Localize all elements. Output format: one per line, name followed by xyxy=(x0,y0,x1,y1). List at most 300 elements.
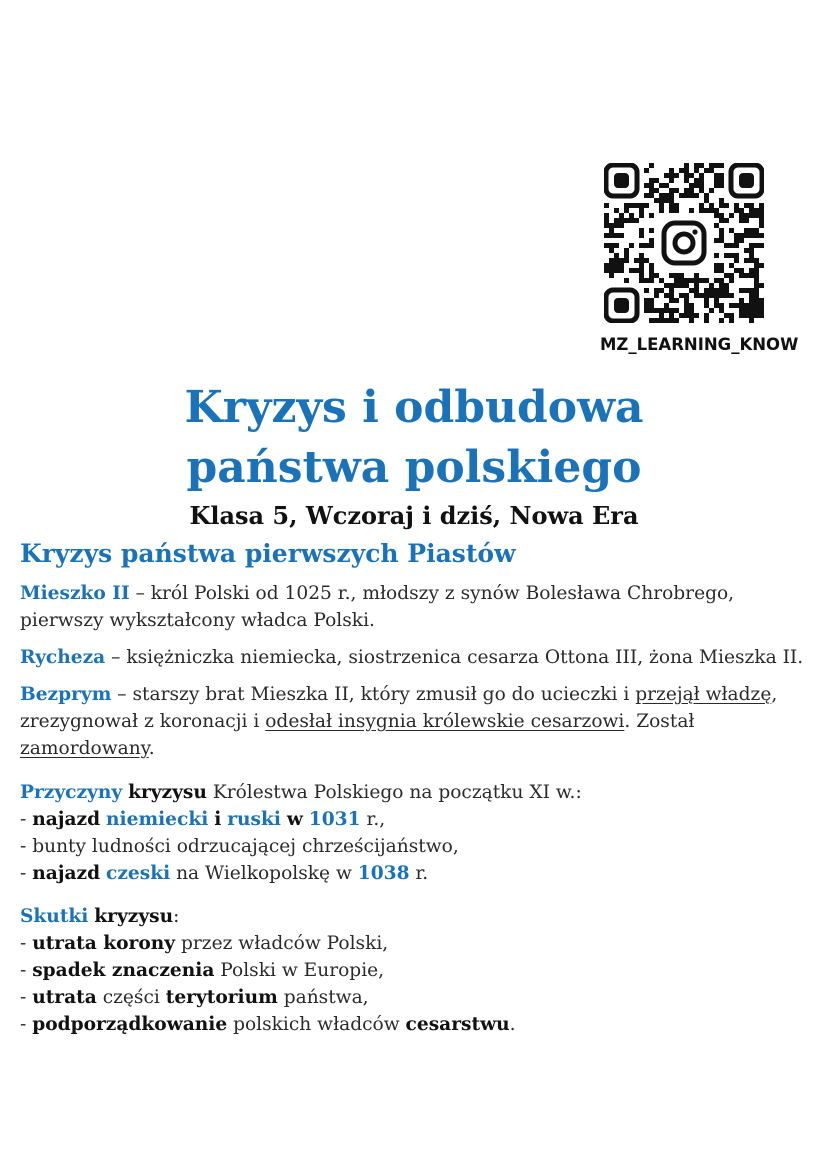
qr-module xyxy=(609,273,614,278)
qr-module xyxy=(674,173,679,178)
underline-przejal: przejął władzę xyxy=(635,684,772,705)
qr-module xyxy=(699,293,704,298)
qr-module xyxy=(739,268,744,273)
qr-module xyxy=(619,218,624,223)
qr-module xyxy=(714,208,719,213)
qr-module xyxy=(754,313,759,318)
qr-module xyxy=(649,268,654,273)
qr-module xyxy=(659,208,664,213)
term-bezprym: Bezprym xyxy=(20,684,112,705)
qr-module xyxy=(724,253,729,258)
qr-module xyxy=(724,273,729,278)
qr-module xyxy=(654,293,659,298)
qr-module xyxy=(694,183,699,188)
qr-module xyxy=(704,288,709,293)
qr-module xyxy=(699,163,704,168)
qr-module xyxy=(719,183,724,188)
qr-module xyxy=(719,293,724,298)
causes-list xyxy=(20,779,812,887)
qr-module xyxy=(604,268,609,273)
c1e: w xyxy=(286,809,303,830)
qr-module xyxy=(719,233,724,238)
qr-module xyxy=(754,278,759,283)
paragraph-rycheza xyxy=(20,644,812,671)
qr-module xyxy=(674,208,679,213)
qr-module xyxy=(659,308,664,313)
qr-module xyxy=(674,308,679,313)
qr-module xyxy=(624,258,629,263)
qr-code-block[interactable] xyxy=(600,163,799,354)
qr-module xyxy=(699,178,704,183)
qr-module xyxy=(704,193,709,198)
cause-item-3 xyxy=(20,860,812,887)
qr-module xyxy=(719,198,724,203)
qr-module xyxy=(719,263,724,268)
qr-module xyxy=(749,258,754,263)
qr-module xyxy=(604,203,609,208)
dash: - xyxy=(20,987,33,1008)
e1a: utrata korony xyxy=(32,933,176,954)
qr-module xyxy=(759,243,764,248)
qr-module xyxy=(704,168,709,173)
qr-module xyxy=(719,178,724,183)
qr-module xyxy=(744,228,749,233)
qr-module xyxy=(649,308,654,313)
underline-odeslal: odesłał insygnia królewskie cesarzowi xyxy=(265,711,625,732)
c3c: na Wielkopolskę w xyxy=(170,863,358,884)
qr-module xyxy=(674,298,679,303)
c3b: czeski xyxy=(106,863,171,884)
qr-module xyxy=(639,228,644,233)
qr-module xyxy=(654,288,659,293)
qr-module xyxy=(654,318,659,323)
qr-module xyxy=(639,258,644,263)
qr-module xyxy=(654,308,659,313)
qr-module xyxy=(739,208,744,213)
qr-module xyxy=(714,263,719,268)
qr-module xyxy=(614,208,619,213)
qr-module xyxy=(644,243,649,248)
qr-module xyxy=(614,253,619,258)
qr-module xyxy=(644,303,649,308)
qr-module xyxy=(664,183,669,188)
qr-module xyxy=(714,238,719,243)
c3a: najazd xyxy=(32,863,101,884)
qr-module xyxy=(739,298,744,303)
qr-code[interactable] xyxy=(604,163,764,323)
qr-module xyxy=(739,303,744,308)
qr-module xyxy=(674,203,679,208)
qr-module xyxy=(649,213,654,218)
paragraph-bezprym xyxy=(20,681,812,762)
qr-module xyxy=(709,188,714,193)
qr-module xyxy=(654,273,659,278)
qr-module xyxy=(684,313,689,318)
qr-module xyxy=(759,303,764,308)
effects-h3: : xyxy=(173,906,180,927)
c1b: niemiecki xyxy=(106,809,209,830)
qr-module xyxy=(714,303,719,308)
qr-module xyxy=(654,188,659,193)
qr-module xyxy=(754,243,759,248)
qr-module xyxy=(694,283,699,288)
qr-module xyxy=(669,168,674,173)
qr-module xyxy=(754,283,759,288)
e4d: . xyxy=(509,1014,516,1035)
qr-module xyxy=(754,263,759,268)
qr-module xyxy=(729,213,734,218)
qr-module xyxy=(754,303,759,308)
qr-module xyxy=(709,308,714,313)
qr-module xyxy=(749,208,754,213)
qr-module xyxy=(684,308,689,313)
dash: - xyxy=(20,933,33,954)
qr-module xyxy=(664,293,669,298)
qr-module xyxy=(749,298,754,303)
qr-module xyxy=(744,273,749,278)
qr-module xyxy=(734,243,739,248)
qr-module xyxy=(744,203,749,208)
qr-module xyxy=(694,278,699,283)
qr-module xyxy=(744,233,749,238)
qr-module xyxy=(669,288,674,293)
qr-module xyxy=(754,213,759,218)
qr-module xyxy=(704,278,709,283)
c1a: najazd xyxy=(32,809,101,830)
qr-module xyxy=(714,223,719,228)
qr-module xyxy=(714,178,719,183)
qr-module xyxy=(649,163,654,168)
qr-module xyxy=(749,303,754,308)
qr-module xyxy=(759,208,764,213)
qr-module xyxy=(704,298,709,303)
qr-module xyxy=(754,298,759,303)
qr-module xyxy=(624,218,629,223)
qr-module xyxy=(694,313,699,318)
qr-module xyxy=(744,258,749,263)
qr-module xyxy=(679,193,684,198)
e3d: państwa, xyxy=(277,987,369,1008)
qr-module xyxy=(669,298,674,303)
qr-module xyxy=(729,263,734,268)
e3a: utrata xyxy=(32,987,97,1008)
qr-module xyxy=(714,268,719,273)
c1c: i xyxy=(214,809,222,830)
qr-module xyxy=(669,313,674,318)
qr-module xyxy=(609,268,614,273)
dash: - xyxy=(20,863,33,884)
qr-module xyxy=(669,178,674,183)
qr-module xyxy=(614,268,619,273)
qr-module xyxy=(614,258,619,263)
dash: - xyxy=(20,809,33,830)
qr-module xyxy=(684,293,689,298)
qr-module xyxy=(744,218,749,223)
qr-module xyxy=(664,198,669,203)
qr-module xyxy=(749,228,754,233)
c1f: 1031 xyxy=(308,809,361,830)
qr-module xyxy=(689,193,694,198)
cause-item-1 xyxy=(20,806,812,833)
qr-module xyxy=(704,293,709,298)
qr-module xyxy=(724,288,729,293)
qr-module xyxy=(759,203,764,208)
qr-module xyxy=(634,218,639,223)
cause-item-2: - bunty ludności odrzucającej chrześcijaństwo, xyxy=(20,836,459,857)
dash: - xyxy=(20,960,33,981)
qr-module xyxy=(624,208,629,213)
qr-module xyxy=(759,218,764,223)
qr-module xyxy=(649,298,654,303)
effects-h2: kryzysu xyxy=(94,906,174,927)
qr-module xyxy=(739,213,744,218)
qr-module xyxy=(744,313,749,318)
qr-module xyxy=(669,188,674,193)
qr-module xyxy=(674,188,679,193)
qr-module xyxy=(719,238,724,243)
qr-module xyxy=(679,283,684,288)
e4a: podporządkowanie xyxy=(32,1014,228,1035)
effect-item-4 xyxy=(20,1011,812,1038)
text-bezprym-4: . xyxy=(148,738,155,759)
qr-module xyxy=(749,233,754,238)
qr-module xyxy=(749,248,754,253)
qr-module xyxy=(699,203,704,208)
qr-module xyxy=(604,223,609,228)
qr-module xyxy=(719,283,724,288)
qr-module xyxy=(624,248,629,253)
causes-heading xyxy=(20,779,812,806)
underline-zamordowany: zamordowany xyxy=(20,738,149,759)
qr-module xyxy=(694,288,699,293)
text-bezprym-2: , zrezygnował z koronacji i xyxy=(20,684,778,732)
qr-module xyxy=(669,308,674,313)
qr-module xyxy=(639,278,644,283)
qr-module xyxy=(719,278,724,283)
qr-module xyxy=(744,288,749,293)
qr-module xyxy=(719,173,724,178)
qr-module xyxy=(684,188,689,193)
qr-module xyxy=(754,233,759,238)
term-rycheza: Rycheza xyxy=(20,647,106,668)
qr-module xyxy=(609,233,614,238)
effects-list xyxy=(20,903,812,1038)
qr-module xyxy=(694,168,699,173)
qr-module xyxy=(714,278,719,283)
qr-module xyxy=(664,193,669,198)
qr-module xyxy=(744,308,749,313)
qr-finder-dot xyxy=(614,173,629,188)
qr-module xyxy=(669,208,674,213)
qr-module xyxy=(719,218,724,223)
qr-module xyxy=(644,168,649,173)
qr-module xyxy=(619,213,624,218)
text-mieszko: – król Polski od 1025 r., młodszy z synów Bolesława Chrobrego, pierwszy wykształcony władca Polski. xyxy=(20,583,735,631)
qr-module xyxy=(664,308,669,313)
qr-module xyxy=(624,278,629,283)
qr-module xyxy=(734,303,739,308)
qr-module xyxy=(694,178,699,183)
qr-module xyxy=(714,213,719,218)
qr-module xyxy=(694,193,699,198)
qr-module xyxy=(644,203,649,208)
qr-module xyxy=(659,203,664,208)
qr-module xyxy=(719,213,724,218)
subtitle: Klasa 5, Wczoraj i dziś, Nowa Era xyxy=(189,501,639,530)
qr-module xyxy=(624,253,629,258)
qr-module xyxy=(659,318,664,323)
qr-module xyxy=(689,308,694,313)
qr-module xyxy=(649,183,654,188)
page-title xyxy=(0,378,828,498)
qr-module xyxy=(724,313,729,318)
e3b: części xyxy=(96,987,166,1008)
qr-module xyxy=(754,273,759,278)
qr-module xyxy=(704,318,709,323)
qr-module xyxy=(719,308,724,313)
qr-module xyxy=(734,253,739,258)
qr-module xyxy=(684,298,689,303)
qr-module xyxy=(734,268,739,273)
c3e: r. xyxy=(409,863,429,884)
qr-finder-dot xyxy=(739,173,754,188)
qr-module xyxy=(759,283,764,288)
qr-module xyxy=(644,278,649,283)
qr-module xyxy=(734,208,739,213)
qr-module xyxy=(689,313,694,318)
qr-module xyxy=(624,203,629,208)
qr-module xyxy=(669,283,674,288)
qr-module xyxy=(659,288,664,293)
qr-module xyxy=(744,213,749,218)
qr-module xyxy=(644,298,649,303)
qr-module xyxy=(689,318,694,323)
qr-module xyxy=(709,163,714,168)
text-bezprym-1: – starszy brat Mieszka II, który zmusił go do ucieczki i xyxy=(111,684,636,705)
qr-module xyxy=(649,318,654,323)
qr-module xyxy=(654,178,659,183)
qr-module xyxy=(639,208,644,213)
qr-module xyxy=(699,183,704,188)
qr-module xyxy=(614,223,619,228)
qr-module xyxy=(629,268,634,273)
qr-module xyxy=(729,318,734,323)
qr-module xyxy=(714,298,719,303)
qr-module xyxy=(649,243,654,248)
qr-module xyxy=(664,318,669,323)
qr-module xyxy=(714,293,719,298)
qr-module xyxy=(759,263,764,268)
qr-module xyxy=(629,203,634,208)
qr-module xyxy=(729,243,734,248)
qr-module xyxy=(649,278,654,283)
qr-module xyxy=(619,268,624,273)
qr-module xyxy=(754,308,759,313)
instagram-handle: MZ_LEARNING_KNOW xyxy=(600,335,799,354)
qr-module xyxy=(669,318,674,323)
qr-module xyxy=(749,288,754,293)
qr-module xyxy=(704,198,709,203)
qr-module xyxy=(639,253,644,258)
qr-module xyxy=(754,228,759,233)
qr-module xyxy=(679,273,684,278)
qr-module xyxy=(749,268,754,273)
qr-module xyxy=(694,293,699,298)
qr-module xyxy=(689,173,694,178)
qr-module xyxy=(709,203,714,208)
qr-module xyxy=(759,223,764,228)
qr-module xyxy=(709,288,714,293)
qr-module xyxy=(649,228,654,233)
qr-module xyxy=(629,243,634,248)
qr-module xyxy=(639,268,644,273)
qr-module xyxy=(699,208,704,213)
qr-module xyxy=(749,243,754,248)
qr-module xyxy=(709,208,714,213)
qr-module xyxy=(694,163,699,168)
term-mieszko: Mieszko II xyxy=(20,583,130,604)
qr-module xyxy=(729,313,734,318)
qr-module xyxy=(674,318,679,323)
qr-module xyxy=(684,193,689,198)
qr-module xyxy=(644,308,649,313)
qr-module xyxy=(754,293,759,298)
qr-module xyxy=(604,243,609,248)
qr-module xyxy=(669,203,674,208)
qr-module xyxy=(749,203,754,208)
qr-module xyxy=(689,208,694,213)
qr-module xyxy=(709,293,714,298)
qr-module xyxy=(729,303,734,308)
qr-module xyxy=(709,168,714,173)
effects-heading xyxy=(20,903,812,930)
qr-module xyxy=(749,308,754,313)
qr-module xyxy=(754,268,759,273)
qr-module xyxy=(699,278,704,283)
qr-module xyxy=(684,173,689,178)
qr-module xyxy=(759,308,764,313)
qr-module xyxy=(614,218,619,223)
qr-module xyxy=(689,188,694,193)
qr-module xyxy=(724,203,729,208)
qr-module xyxy=(649,178,654,183)
qr-module xyxy=(739,288,744,293)
qr-module xyxy=(629,218,634,223)
qr-module xyxy=(729,293,734,298)
title-line-1: Kryzys i odbudowa xyxy=(184,382,644,433)
qr-module xyxy=(719,203,724,208)
qr-module xyxy=(619,223,624,228)
qr-module xyxy=(734,233,739,238)
qr-module xyxy=(674,273,679,278)
qr-module xyxy=(734,203,739,208)
qr-module xyxy=(704,303,709,308)
qr-module xyxy=(649,303,654,308)
qr-module xyxy=(719,318,724,323)
qr-module xyxy=(609,248,614,253)
qr-module xyxy=(719,268,724,273)
qr-module xyxy=(724,283,729,288)
qr-module xyxy=(749,293,754,298)
qr-module xyxy=(604,213,609,218)
paragraph-mieszko xyxy=(20,580,812,634)
qr-module xyxy=(694,273,699,278)
qr-module xyxy=(639,263,644,268)
qr-module xyxy=(754,258,759,263)
e3c: terytorium xyxy=(165,987,278,1008)
qr-module xyxy=(739,233,744,238)
qr-module xyxy=(759,233,764,238)
